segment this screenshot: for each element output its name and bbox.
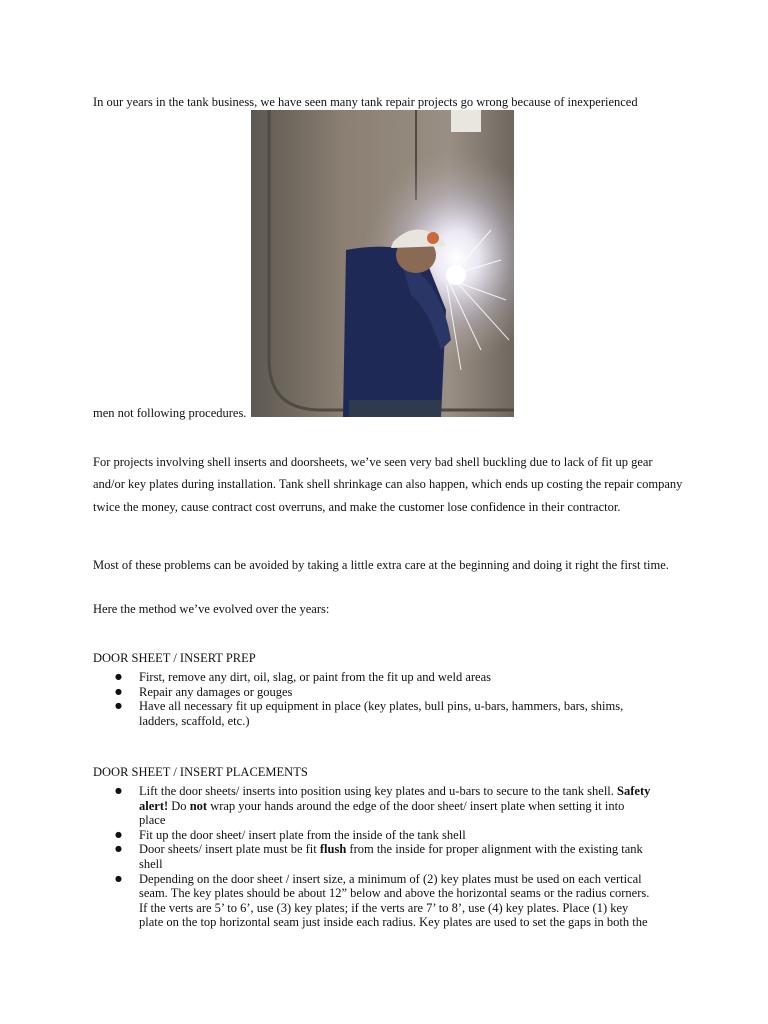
- list-item: ● Have all necessary fit up equipment in place (key plates, bull pins, u-bars, hammers, bars, shims, ladders, scaffold, etc.): [93, 699, 653, 728]
- list-item: ● First, remove any dirt, oil, slag, or paint from the fit up and weld areas: [93, 670, 653, 685]
- paragraph-method-intro: Here the method we’ve evolved over the years:: [93, 602, 330, 616]
- intro-line-1: In our years in the tank business, we have seen many tank repair projects go wrong because of inexperienced: [93, 95, 638, 109]
- flush-bold: flush: [319, 842, 347, 857]
- list-item: ● Repair any damages or gouges: [93, 685, 653, 700]
- safety-alert-bold: Safety alert!: [139, 784, 651, 813]
- list-item: ● Depending on the door sheet / insert size, a minimum of (2) key plates must be used on each vertical seam. The key plates should be about 12” below and above the horizontal seams or the radius corners. If the verts are 5’ to 6’, use (3) key plates; if the verts are 7’ to 8’, use (4) key plates. Place (1) key plate on the top horizontal seam just inside each radius. Key plates are used to set the gaps in both the: [93, 872, 653, 930]
- paragraph-avoid-problems: Most of these problems can be avoided by taking a little extra care at the beginning and doing it right the first time.: [93, 557, 669, 572]
- placements-list: [93, 784, 653, 930]
- list-item: ● Door sheets/ insert plate must be fit flush from the inside for proper alignment with the existing tank shell: [93, 842, 653, 871]
- section-heading-prep: DOOR SHEET / INSERT PREP: [93, 650, 256, 665]
- paragraph-shell-buckling: For projects involving shell inserts and doorsheets, we’ve seen very bad shell buckling due to lack of fit up gear and/or key plates during installation. Tank shell shrinkage can also happen, which ends up costing the repair company twice the money, cause contract cost overruns, and make the customer lose confidence in their contractor.: [93, 454, 683, 514]
- list-item: ● Fit up the door sheet/ insert plate from the inside of the tank shell: [93, 828, 653, 843]
- intro-line-2: men not following procedures.: [93, 406, 247, 420]
- section-heading-placements: DOOR SHEET / INSERT PLACEMENTS: [93, 764, 308, 779]
- not-bold: not: [189, 798, 208, 813]
- welder-photo-icon: [251, 110, 514, 417]
- prep-list: [93, 670, 653, 728]
- list-item: ● Lift the door sheets/ inserts into position using key plates and u-bars to secure to the tank shell. Safety alert! Do not wrap your hands around the edge of the door sheet/ insert plate when setting it into place: [93, 784, 653, 828]
